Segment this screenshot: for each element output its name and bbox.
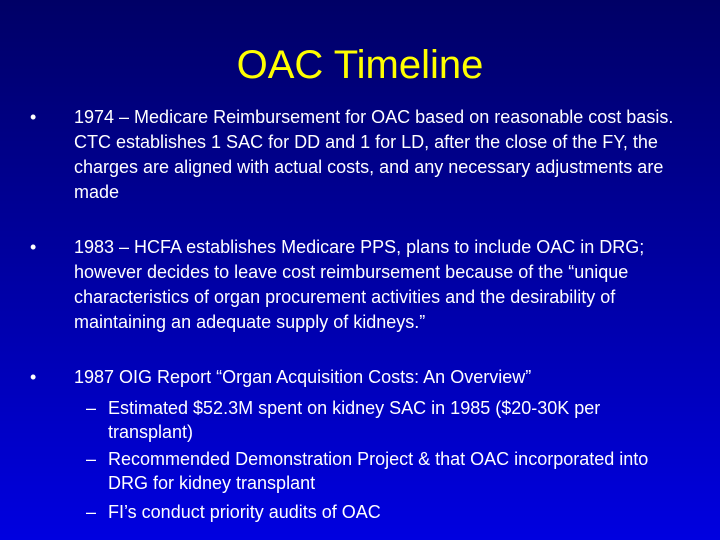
slide-title: OAC Timeline: [236, 43, 484, 87]
sub-item-text: Recommended Demonstration Project & that OAC incorporated into DRG for kidney transplant: [108, 449, 649, 493]
sub-item-priority-audits: [86, 500, 686, 524]
sub-item-text: FI’s conduct priority audits of OAC: [108, 502, 381, 522]
bullet-item-1987: [30, 365, 690, 390]
bullet-marker: •: [30, 107, 37, 127]
dash-marker: –: [86, 502, 97, 522]
bullet-marker: •: [30, 237, 37, 257]
bullet-text: 1974 – Medicare Reimbursement for OAC based on reasonable cost basis. CTC establishes 1 SAC for DD and 1 for LD, after the close of the FY, the charges are aligned with actual costs, and any necessary adjustments are made: [74, 107, 674, 202]
sub-item-text: Estimated $52.3M spent on kidney SAC in 1985 ($20-30K per transplant): [108, 398, 601, 442]
bullet-item-1974: [30, 105, 690, 205]
sub-item-estimated-spend: [86, 396, 686, 444]
dash-marker: –: [86, 449, 97, 469]
bullet-text: 1983 – HCFA establishes Medicare PPS, plans to include OAC in DRG; however decides to leave cost reimbursement because of the “unique characteristics of organ procurement activities and the desirability of maintaining an adequate supply of kidneys.”: [74, 237, 645, 332]
bullet-item-1983: [30, 235, 690, 335]
dash-marker: –: [86, 398, 97, 418]
sub-item-demonstration-project: [86, 447, 686, 495]
bullet-marker: •: [30, 367, 37, 387]
bullet-text: 1987 OIG Report “Organ Acquisition Costs: An Overview”: [74, 367, 532, 387]
